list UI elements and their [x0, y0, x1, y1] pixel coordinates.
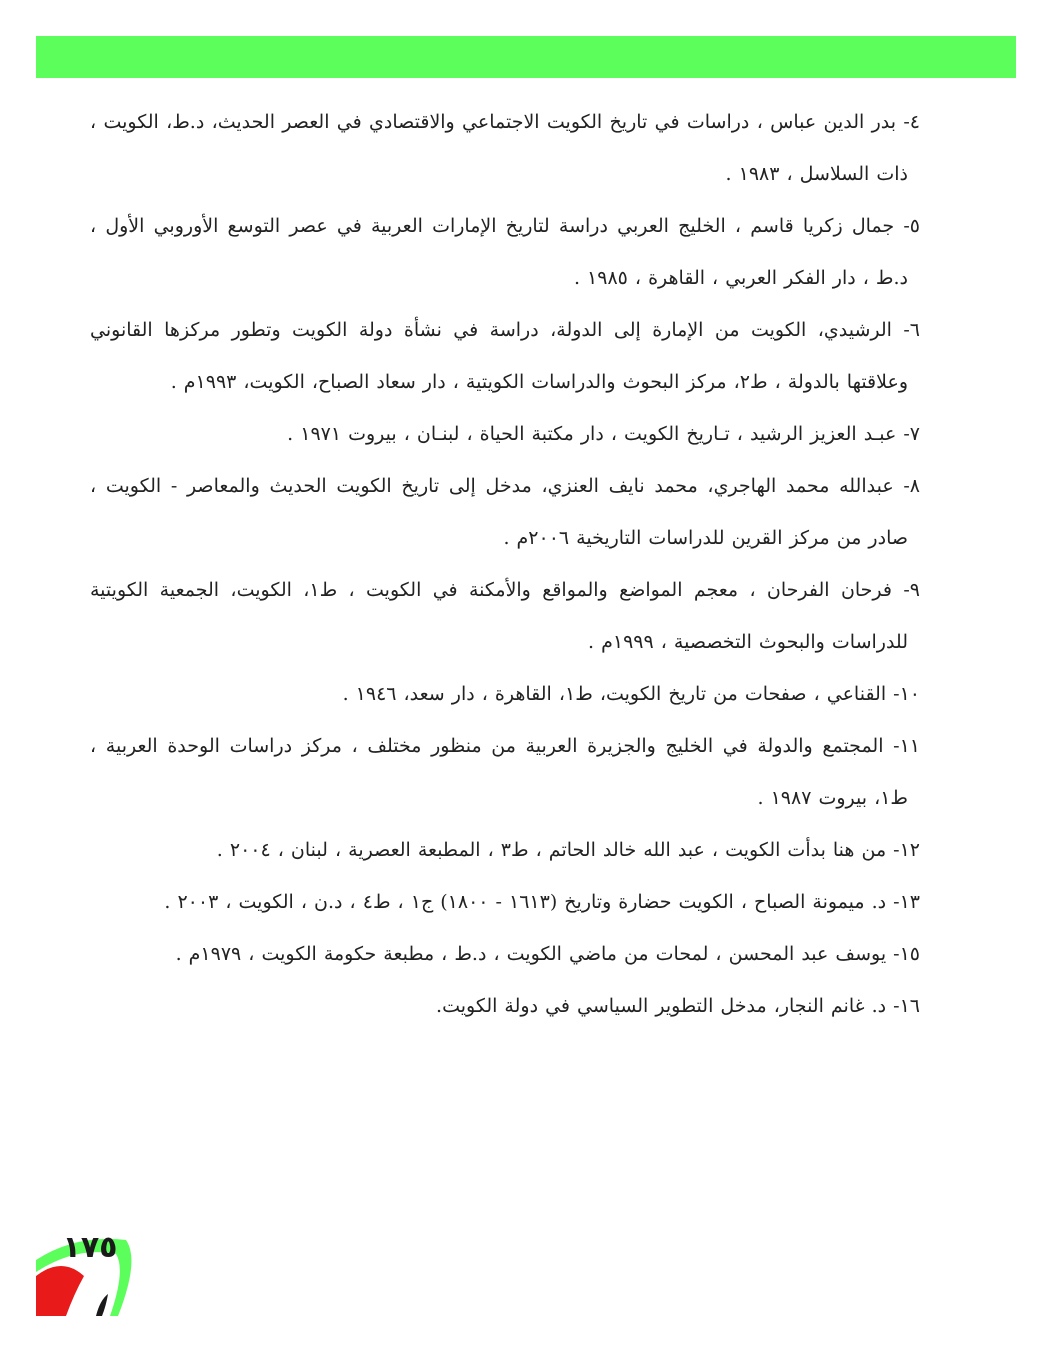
reference-item-13: ١٣- د. ميمونة الصباح ، الكويت حضارة وتاريخ (١٦١٣ - ١٨٠٠) ج١ ، ط٤ ، د.ن ، الكويت ، ٢٠٠٣ . — [164, 891, 920, 913]
reference-list — [90, 96, 918, 1032]
emblem-red-shape — [36, 1266, 84, 1316]
header-bar — [36, 36, 1016, 78]
emblem-dark-stroke — [96, 1294, 108, 1316]
page-number: ١٧٥ — [62, 1230, 118, 1265]
reference-item-9: ٩- فرحان الفرحان ، معجم المواضع والمواقع والأمكنة في الكويت ، ط١، الكويت، الجمعية الكويتية للدراسات والبحوث التخصصية ، ١٩٩٩م . — [90, 579, 920, 653]
reference-item-10: ١٠- القناعي ، صفحات من تاريخ الكويت، ط١، القاهرة ، دار سعد، ١٩٤٦ . — [342, 683, 920, 705]
reference-item-7: ٧- عبـد العزيز الرشيد ، تـاريخ الكويت ، دار مكتبة الحياة ، لبنـان ، بيروت ١٩٧١ . — [287, 423, 920, 445]
reference-item-6: ٦- الرشيدي، الكويت من الإمارة إلى الدولة، دراسة في نشأة دولة الكويت وتطور مركزها القانوني وعلاقتها بالدولة ، ط٢، مركز البحوث والدراسات الكويتية ، دار سعاد الصباح، الكويت، ١٩٩٣م . — [90, 319, 920, 393]
reference-item-12: ١٢- من هنا بدأت الكويت ، عبد الله خالد الحاتم ، ط٣ ، المطبعة العصرية ، لبنان ، ٢٠٠٤ . — [216, 839, 920, 861]
reference-item-11: ١١- المجتمع والدولة في الخليج والجزيرة العربية من منظور مختلف ، مركز دراسات الوحدة العربية ، ط١، بيروت ١٩٨٧ . — [90, 735, 920, 809]
reference-item-5: ٥- جمال زكريا قاسم ، الخليج العربي دراسة لتاريخ الإمارات العربية في عصر التوسع الأوروبي الأول ، د.ط ، دار الفكر العربي ، القاهرة ، ١٩٨٥ . — [90, 215, 920, 289]
reference-item-15: ١٥- يوسف عبد المحسن ، لمحات من ماضي الكويت ، د.ط ، مطبعة حكومة الكويت ، ١٩٧٩م . — [175, 943, 920, 965]
reference-item-8: ٨- عبدالله محمد الهاجري، محمد نايف العنزي، مدخل إلى تاريخ الكويت الحديث والمعاصر - الكويت ، صادر من مركز القرين للدراسات التاريخية ٢٠٠٦م . — [90, 475, 920, 549]
reference-item-16: ١٦- د. غانم النجار، مدخل التطوير السياسي في دولة الكويت. — [436, 995, 920, 1017]
reference-item-4: ٤- بدر الدين عباس ، دراسات في تاريخ الكويت الاجتماعي والاقتصادي في العصر الحديث، د.ط، الكويت ، ذات السلاسل ، ١٩٨٣ . — [90, 111, 920, 185]
